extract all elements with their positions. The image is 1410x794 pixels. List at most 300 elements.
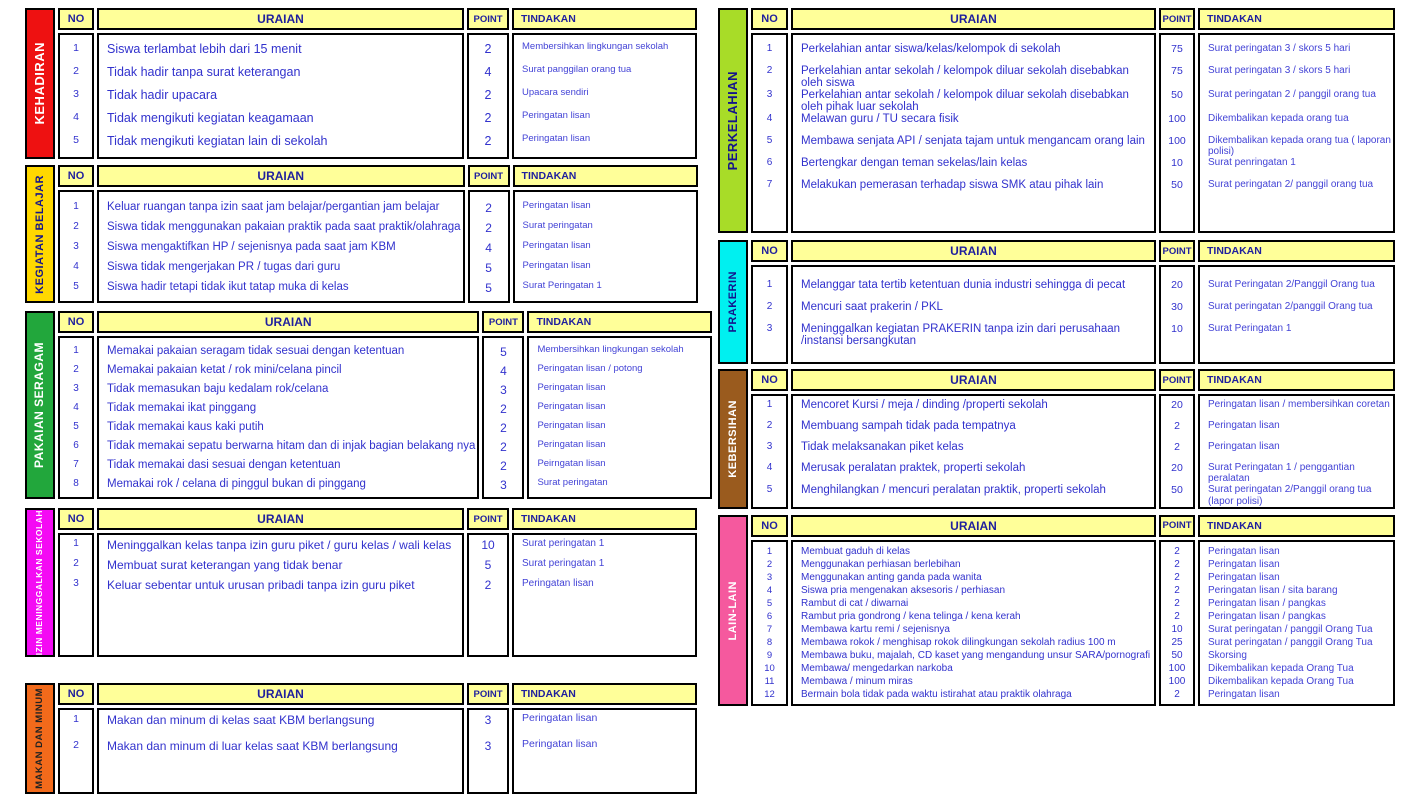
tindakan-cell: Peringatan lisan <box>522 738 598 751</box>
row-number: 2 <box>73 558 79 569</box>
table-row-cell <box>753 441 786 462</box>
uraian-cell: Menghilangkan / mencuri peralatan praktik, properti sekolah <box>801 484 1106 496</box>
uraian-cell: Siswa hadir tetapi tidak ikut tatap muka di kelas <box>107 281 349 293</box>
table-row-cell <box>1200 279 1393 301</box>
uraian-cell: Membuat surat keterangan yang tidak benar <box>107 558 343 572</box>
point-cell: 5 <box>484 558 492 572</box>
row-number: 4 <box>766 462 773 473</box>
table-row-cell <box>1161 462 1193 484</box>
point-cell: 2 <box>1174 558 1180 570</box>
table-row-cell <box>793 559 1154 572</box>
point-cell: 50 <box>1171 89 1183 101</box>
category-bar-kegiatan_belajar <box>25 165 55 303</box>
uraian-cell: Makan dan minum di kelas saat KBM berlangsung <box>107 713 375 728</box>
table-row-cell <box>529 364 710 383</box>
point-cell: 2 <box>1174 571 1180 583</box>
category-bar-izin_meninggalkan_sekolah <box>25 508 55 657</box>
category-bar-pakaian_seragam <box>25 311 55 499</box>
point-cell: 2 <box>484 88 492 102</box>
tindakan-cell: Peringatan lisan <box>522 578 594 589</box>
row-number: 3 <box>766 571 773 583</box>
table-row-cell <box>515 201 696 221</box>
table-row-cell <box>1200 546 1393 559</box>
table-row-cell <box>60 558 92 578</box>
tindakan-cell: Surat peringatan 3 / skors 5 hari <box>1208 43 1351 54</box>
table-row-cell <box>793 157 1154 179</box>
table-row-cell <box>753 637 786 650</box>
table-grid <box>58 8 697 159</box>
table-row-cell <box>1200 157 1393 179</box>
point-cell: 4 <box>485 241 492 255</box>
tindakan-cell: Peringatan lisan / potong <box>537 363 643 374</box>
table-row-cell <box>60 440 92 459</box>
table-row-cell <box>60 578 92 598</box>
column-header-tindakan: TINDAKAN <box>512 8 697 30</box>
uraian-cell: Tidak memakai dasi sesuai dengan ketentuan <box>107 459 341 471</box>
table-row-cell <box>60 88 92 111</box>
tindakan-cell: Surat peringatan 2/Panggil orang tua (lapor polisi) <box>1208 484 1372 507</box>
column-left <box>25 8 697 794</box>
table-row-cell <box>99 134 462 157</box>
category-bar-perkelahian <box>718 8 748 233</box>
table-row-cell <box>99 345 477 364</box>
table-row-cell <box>793 301 1154 323</box>
table-row-cell <box>1161 135 1193 157</box>
table-row-cell <box>99 421 477 440</box>
table-row-cell <box>469 558 507 578</box>
uraian-cell: Melanggar tata tertib ketentuan dunia industri sehingga di pecat <box>801 279 1126 291</box>
table-row-cell <box>793 135 1154 157</box>
tindakan-cell: Peringatan lisan / sita barang <box>1208 584 1338 596</box>
column-header-no: NO <box>751 515 788 537</box>
tindakan-column-box <box>527 336 712 499</box>
row-number: 4 <box>73 111 79 123</box>
table-row-cell <box>529 345 710 364</box>
table-row-cell <box>1161 89 1193 113</box>
row-number: 3 <box>73 241 79 252</box>
column-header-point: POINT <box>1159 240 1195 262</box>
table-row-cell <box>470 201 508 221</box>
table-row-cell <box>1200 399 1393 420</box>
tindakan-cell: Surat peringatan 3 / skors 5 hari <box>1208 65 1351 76</box>
tindakan-column-box <box>512 708 697 794</box>
point-cell: 75 <box>1171 43 1183 55</box>
table-row-cell <box>1200 572 1393 585</box>
table-row-cell <box>99 538 462 558</box>
tindakan-cell: Surat Peringatan 1 / penggantian peralatan <box>1208 462 1355 485</box>
point-column-box <box>467 708 509 794</box>
table-row-cell <box>515 241 696 261</box>
uraian-cell: Keluar ruangan tanpa izin saat jam belajar/pergantian jam belajar <box>107 201 440 213</box>
table-row-cell <box>484 383 522 402</box>
table-row-cell <box>99 578 462 598</box>
category-label: PRAKERIN <box>726 271 739 333</box>
row-number: 11 <box>764 675 775 687</box>
point-cell: 2 <box>1174 545 1180 557</box>
uraian-cell: Membawa senjata API / senjata tajam untuk mengancam orang lain <box>801 135 1145 147</box>
tindakan-cell: Peringatan lisan <box>1208 420 1280 431</box>
row-number: 5 <box>766 484 773 495</box>
uraian-cell: Memakai rok / celana di pinggul bukan di pinggang <box>107 478 366 490</box>
column-header-no: NO <box>58 508 94 530</box>
table-row-cell <box>99 558 462 578</box>
uraian-cell: Menggunakan anting ganda pada wanita <box>801 571 982 583</box>
table-row-cell <box>793 546 1154 559</box>
table-row-cell <box>793 441 1154 462</box>
table-row-cell <box>515 221 696 241</box>
table-row-cell <box>753 484 786 506</box>
table-grid <box>58 165 698 303</box>
uraian-cell: Rambut di cat / diwarnai <box>801 597 909 609</box>
row-number: 4 <box>73 402 79 413</box>
tindakan-cell: Peringatan lisan <box>1208 558 1280 570</box>
table-row-cell <box>99 402 477 421</box>
column-header-point: POINT <box>467 683 509 705</box>
point-cell: 5 <box>485 261 492 275</box>
table-row-cell <box>99 281 463 301</box>
tindakan-cell: Surat Peringatan 1 <box>522 280 602 291</box>
table-row-cell <box>1161 676 1193 689</box>
no-column-box <box>58 708 94 794</box>
table-row-cell <box>99 221 463 241</box>
no-column-box <box>58 33 94 159</box>
table-row-cell <box>99 440 477 459</box>
row-number: 2 <box>766 301 773 312</box>
row-number: 3 <box>766 89 773 100</box>
no-column-box <box>751 540 788 706</box>
table-row-cell <box>529 478 710 497</box>
tindakan-cell: Surat peringatan <box>522 220 593 231</box>
table-row-cell <box>60 134 92 157</box>
table-row-cell <box>753 323 786 347</box>
point-cell: 5 <box>500 345 507 359</box>
table-prakerin <box>718 240 1395 364</box>
table-row-cell <box>99 261 463 281</box>
table-row-cell <box>1161 624 1193 637</box>
row-number: 1 <box>766 399 773 410</box>
table-row-cell <box>99 65 462 88</box>
table-row-cell <box>99 713 462 739</box>
table-row-cell <box>1200 323 1393 347</box>
table-row-cell <box>793 462 1154 484</box>
category-label: KEGIATAN BELAJAR <box>33 174 46 294</box>
row-number: 5 <box>73 134 79 146</box>
row-number: 5 <box>766 135 773 146</box>
table-row-cell <box>793 689 1154 702</box>
tindakan-cell: Peringatan lisan <box>522 712 598 725</box>
uraian-cell: Perkelahian antar sekolah / kelompok diluar sekolah disebabkan oleh siswa <box>801 65 1129 89</box>
table-row-cell <box>1161 572 1193 585</box>
point-cell: 2 <box>485 201 492 215</box>
column-header-no: NO <box>58 683 94 705</box>
row-number: 8 <box>766 636 773 648</box>
table-row-cell <box>484 402 522 421</box>
table-row-cell <box>99 111 462 134</box>
uraian-column-box <box>791 540 1156 706</box>
table-row-cell <box>793 676 1154 689</box>
point-cell: 3 <box>484 713 492 728</box>
column-header-point: POINT <box>467 8 509 30</box>
uraian-cell: Siswa tidak menggunakan pakaian praktik pada saat praktik/olahraga <box>107 221 461 233</box>
table-row-cell <box>1161 663 1193 676</box>
table-row-cell <box>793 663 1154 676</box>
table-row-cell <box>753 399 786 420</box>
tindakan-cell: Peringatan lisan <box>522 133 591 144</box>
tindakan-cell: Surat peringatan 1 <box>522 558 605 569</box>
table-row-cell <box>753 663 786 676</box>
tindakan-cell: Peringatan lisan <box>1208 441 1280 452</box>
column-header-no: NO <box>751 8 788 30</box>
table-row-cell <box>60 241 92 261</box>
point-cell: 3 <box>500 478 507 492</box>
table-row-cell <box>753 559 786 572</box>
table-row-cell <box>1200 420 1393 441</box>
point-column-box <box>1159 540 1195 706</box>
table-row-cell <box>99 241 463 261</box>
tindakan-cell: Peringatan lisan <box>522 110 591 121</box>
column-header-uraian: URAIAN <box>791 369 1156 391</box>
no-column-box <box>58 336 94 499</box>
table-row-cell <box>793 399 1154 420</box>
category-label: PAKAIAN SERAGAM <box>32 342 47 468</box>
row-number: 5 <box>73 281 79 292</box>
table-row-cell <box>529 402 710 421</box>
table-row-cell <box>1200 637 1393 650</box>
no-column-box <box>58 190 94 303</box>
uraian-cell: Makan dan minum di luar kelas saat KBM berlangsung <box>107 739 398 754</box>
table-row-cell <box>60 221 92 241</box>
table-row-cell <box>753 650 786 663</box>
point-cell: 3 <box>484 739 492 754</box>
table-row-cell <box>753 546 786 559</box>
table-row-cell <box>1200 484 1393 506</box>
table-kebersihan <box>718 369 1395 509</box>
table-row-cell <box>514 134 695 157</box>
table-row-cell <box>753 279 786 301</box>
table-row-cell <box>60 383 92 402</box>
point-cell: 50 <box>1171 649 1183 661</box>
tindakan-column-box <box>513 190 698 303</box>
table-row-cell <box>1161 585 1193 598</box>
category-bar-lain_lain <box>718 515 748 706</box>
tindakan-cell: Upacara sendiri <box>522 87 589 98</box>
table-row-cell <box>1161 301 1193 323</box>
row-number: 9 <box>766 649 773 661</box>
uraian-cell: Tidak memasukan baju kedalam rok/celana <box>107 383 329 395</box>
point-cell: 2 <box>484 578 492 592</box>
table-row-cell <box>793 65 1154 89</box>
table-pakaian_seragam <box>25 311 697 499</box>
table-row-cell <box>753 611 786 624</box>
point-column-box <box>1159 394 1195 509</box>
table-row-cell <box>99 459 477 478</box>
table-row-cell <box>529 440 710 459</box>
table-row-cell <box>1161 598 1193 611</box>
table-row-cell <box>514 578 695 598</box>
point-cell: 5 <box>485 281 492 295</box>
point-cell: 50 <box>1171 484 1183 496</box>
row-number: 4 <box>766 584 773 596</box>
column-right <box>718 8 1395 706</box>
uraian-cell: Siswa terlambat lebih dari 15 menit <box>107 42 302 56</box>
column-header-uraian: URAIAN <box>791 8 1156 30</box>
column-header-point: POINT <box>1159 369 1195 391</box>
category-bar-kehadiran <box>25 8 55 159</box>
uraian-column-box <box>791 33 1156 233</box>
uraian-column-box <box>791 394 1156 509</box>
uraian-cell: Melakukan pemerasan terhadap siswa SMK atau pihak lain <box>801 179 1104 191</box>
row-number: 3 <box>766 441 773 452</box>
table-row-cell <box>1161 650 1193 663</box>
table-row-cell <box>1161 65 1193 89</box>
table-row-cell <box>1200 650 1393 663</box>
uraian-cell: Merusak peralatan praktek, properti sekolah <box>801 462 1026 474</box>
tindakan-cell: Peringatan lisan <box>1208 571 1280 583</box>
tindakan-cell: Surat peringatan 2/ panggil orang tua <box>1208 179 1374 191</box>
point-cell: 100 <box>1168 135 1186 147</box>
uraian-cell: Tidak melaksanakan piket kelas <box>801 441 964 453</box>
table-row-cell <box>1200 624 1393 637</box>
table-row-cell <box>793 611 1154 624</box>
uraian-cell: Tidak mengikuti kegiatan lain di sekolah <box>107 134 328 148</box>
row-number: 1 <box>766 545 773 557</box>
point-cell: 20 <box>1171 399 1183 411</box>
tindakan-cell: Peringatan lisan <box>537 401 606 412</box>
table-row-cell <box>514 739 695 765</box>
uraian-cell: Mencuri saat prakerin / PKL <box>801 301 943 313</box>
column-header-point: POINT <box>1159 515 1195 537</box>
uraian-cell: Siswa mengaktifkan HP / sejenisnya pada saat jam KBM <box>107 241 396 253</box>
table-row-cell <box>1161 420 1193 441</box>
column-header-uraian: URAIAN <box>97 165 465 187</box>
table-grid <box>58 311 712 499</box>
point-cell: 30 <box>1171 301 1183 313</box>
column-header-tindakan: TINDAKAN <box>527 311 712 333</box>
category-label: MAKAN DAN MINUM <box>33 688 45 790</box>
table-row-cell <box>1161 637 1193 650</box>
table-row-cell <box>469 111 507 134</box>
table-row-cell <box>60 201 92 221</box>
uraian-column-box <box>97 33 464 159</box>
column-header-tindakan: TINDAKAN <box>1198 369 1395 391</box>
tindakan-cell: Membersihkan lingkungan sekolah <box>537 344 684 355</box>
row-number: 6 <box>766 610 773 622</box>
table-row-cell <box>793 637 1154 650</box>
point-cell: 2 <box>484 134 492 148</box>
uraian-cell: Bermain bola tidak pada waktu istirahat atau praktik olahraga <box>801 688 1072 700</box>
point-cell: 2 <box>1174 441 1180 453</box>
uraian-cell: Keluar sebentar untuk urusan pribadi tanpa izin guru piket <box>107 578 415 592</box>
uraian-cell: Perkelahian antar sekolah / kelompok diluar sekolah disebabkan oleh pihak luar sekolah <box>801 89 1129 113</box>
table-row-cell <box>793 323 1154 347</box>
row-number: 3 <box>73 578 79 589</box>
row-number: 2 <box>73 364 79 375</box>
no-column-box <box>751 33 788 233</box>
row-number: 2 <box>766 65 773 76</box>
table-row-cell <box>793 585 1154 598</box>
column-header-tindakan: TINDAKAN <box>1198 515 1395 537</box>
table-row-cell <box>753 89 786 113</box>
table-row-cell <box>99 42 462 65</box>
row-number: 2 <box>73 65 79 77</box>
uraian-cell: Rambut pria gondrong / kena telinga / kena kerah <box>801 610 1021 622</box>
category-label: PERKELAHIAN <box>724 70 740 171</box>
row-number: 3 <box>766 323 773 334</box>
row-number: 12 <box>764 688 775 700</box>
category-label: KEBERSIHAN <box>726 400 739 478</box>
table-row-cell <box>1200 676 1393 689</box>
uraian-cell: Membawa kartu remi / sejenisnya <box>801 623 950 635</box>
table-row-cell <box>469 65 507 88</box>
category-bar-kebersihan <box>718 369 748 509</box>
table-izin_meninggalkan_sekolah <box>25 508 697 657</box>
table-row-cell <box>99 383 477 402</box>
column-header-point: POINT <box>1159 8 1195 30</box>
row-number: 2 <box>73 221 79 232</box>
table-row-cell <box>753 179 786 201</box>
table-row-cell <box>1161 546 1193 559</box>
column-header-no: NO <box>58 165 94 187</box>
table-row-cell <box>753 598 786 611</box>
point-cell: 2 <box>1174 584 1180 596</box>
table-row-cell <box>514 558 695 578</box>
table-row-cell <box>1161 113 1193 135</box>
table-row-cell <box>793 43 1154 65</box>
table-row-cell <box>470 281 508 301</box>
table-row-cell <box>60 713 92 739</box>
tindakan-cell: Peringatan lisan / membersihkan coretan <box>1208 399 1390 410</box>
column-header-no: NO <box>58 8 94 30</box>
table-row-cell <box>60 402 92 421</box>
tindakan-cell: Peringatan lisan <box>537 382 606 393</box>
table-row-cell <box>1200 89 1393 113</box>
row-number: 2 <box>73 739 79 752</box>
table-row-cell <box>60 421 92 440</box>
table-row-cell <box>1200 301 1393 323</box>
tindakan-column-box <box>1198 540 1395 706</box>
table-row-cell <box>793 624 1154 637</box>
tindakan-cell: Dikembalikan kepada Orang Tua <box>1208 675 1354 687</box>
row-number: 2 <box>766 558 773 570</box>
tindakan-cell: Peringatan lisan <box>537 420 606 431</box>
table-grid <box>751 240 1395 364</box>
point-cell: 2 <box>1174 688 1180 700</box>
table-row-cell <box>514 65 695 88</box>
point-cell: 50 <box>1171 179 1183 191</box>
no-column-box <box>751 265 788 364</box>
table-row-cell <box>469 88 507 111</box>
tindakan-cell: Peirngatan lisan <box>537 458 606 469</box>
column-header-tindakan: TINDAKAN <box>512 683 697 705</box>
point-cell: 20 <box>1171 462 1183 474</box>
table-row-cell <box>1200 663 1393 676</box>
table-row-cell <box>60 42 92 65</box>
table-row-cell <box>753 462 786 484</box>
table-grid <box>751 8 1395 233</box>
tindakan-column-box <box>512 33 697 159</box>
table-row-cell <box>1161 157 1193 179</box>
uraian-cell: Siswa tidak mengerjakan PR / tugas dari guru <box>107 261 341 273</box>
point-cell: 20 <box>1171 279 1183 291</box>
uraian-cell: Tidak mengikuti kegiatan keagamaan <box>107 111 314 125</box>
uraian-cell: Meninggalkan kelas tanpa izin guru piket / guru kelas / wali kelas <box>107 538 452 552</box>
category-label: IZIN MENINGGALKAN SEKOLAH <box>34 510 45 656</box>
uraian-cell: Tidak hadir tanpa surat keterangan <box>107 65 301 79</box>
point-column-box <box>482 336 524 499</box>
row-number: 6 <box>73 440 79 451</box>
row-number: 7 <box>766 623 773 635</box>
table-row-cell <box>1200 611 1393 624</box>
